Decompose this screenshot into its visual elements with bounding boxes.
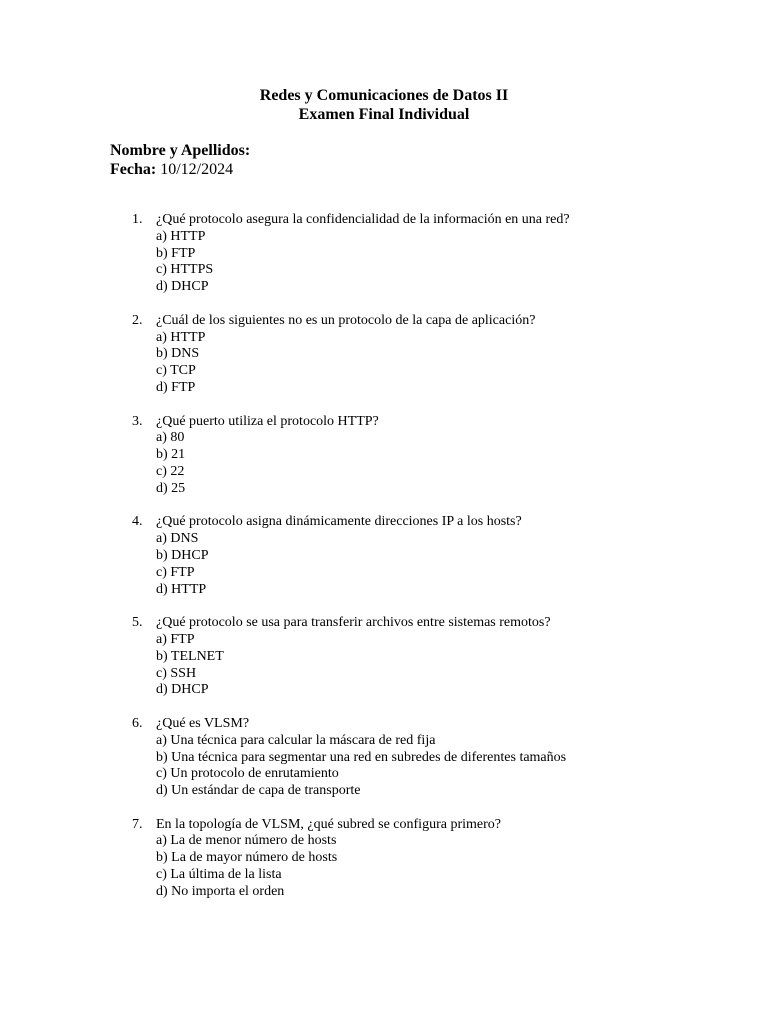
question-number: 3. [132,413,143,429]
answer-option: c) Un protocolo de enrutamiento [156,766,339,782]
date-value: 10/12/2024 [160,161,234,178]
question-text: En la topología de VLSM, ¿qué subred se configura primero? [156,816,501,832]
question-text: ¿Qué protocolo asigna dinámicamente direcciones IP a los hosts? [156,514,522,530]
answer-option: d) 25 [156,480,186,496]
answer-option: a) FTP [156,631,195,647]
answer-option: d) Un estándar de capa de transporte [156,783,361,799]
question-number: 6. [132,715,143,731]
answer-option: b) Una técnica para segmentar una red en subredes de diferentes tamaños [156,749,567,765]
answer-option: a) Una técnica para calcular la máscara de red fija [156,732,436,748]
answer-option: c) La última de la lista [156,867,282,883]
answer-option: a) 80 [156,430,185,446]
question-text: ¿Cuál de los siguientes no es un protocolo de la capa de aplicación? [156,312,536,328]
question-3 [0,414,768,498]
question-number: 1. [132,212,143,227]
student-info [110,141,250,179]
answer-option: a) La de menor número de hosts [156,833,337,849]
question-2 [0,313,768,397]
question-number: 5. [132,615,143,631]
answer-option: b) La de mayor número de hosts [156,850,338,866]
question-text: ¿Qué puerto utiliza el protocolo HTTP? [156,413,379,429]
exam-title: Examen Final Individual [298,106,470,123]
answer-option: b) DNS [156,346,200,362]
answer-option: b) FTP [156,245,196,261]
answer-option: b) 21 [156,447,186,463]
answer-option: d) DHCP [156,279,209,295]
question-number: 4. [132,514,143,530]
answer-option: c) HTTPS [156,262,214,278]
answer-option: c) SSH [156,665,197,681]
answer-option: a) DNS [156,531,199,547]
question-text: ¿Qué protocolo asegura la confidencialidad de la información en una red? [156,212,570,227]
answer-option: d) No importa el orden [156,883,285,899]
name-row [110,141,250,160]
question-4 [0,514,768,598]
question-list [0,212,768,917]
question-number: 2. [132,312,143,328]
name-label: Nombre y Apellidos: [110,142,251,159]
answer-option: a) HTTP [156,329,206,345]
question-text: ¿Qué es VLSM? [156,715,250,731]
answer-option: d) FTP [156,379,196,395]
course-title: Redes y Comunicaciones de Datos II [259,87,509,104]
question-text: ¿Qué protocolo se usa para transferir archivos entre sistemas remotos? [156,615,551,631]
question-6 [0,716,768,800]
answer-option: d) DHCP [156,682,209,698]
answer-option: d) HTTP [156,581,207,597]
date-label: Fecha: [110,161,157,178]
question-7 [0,817,768,901]
question-number: 7. [132,816,143,832]
question-5 [0,615,768,699]
answer-option: a) HTTP [156,228,206,244]
answer-option: c) FTP [156,564,195,580]
date-row [110,160,250,179]
answer-option: b) DHCP [156,547,209,563]
answer-option: b) TELNET [156,648,224,664]
question-1 [0,212,768,296]
answer-option: c) 22 [156,463,185,479]
answer-option: c) TCP [156,363,196,379]
document-title [0,86,768,124]
